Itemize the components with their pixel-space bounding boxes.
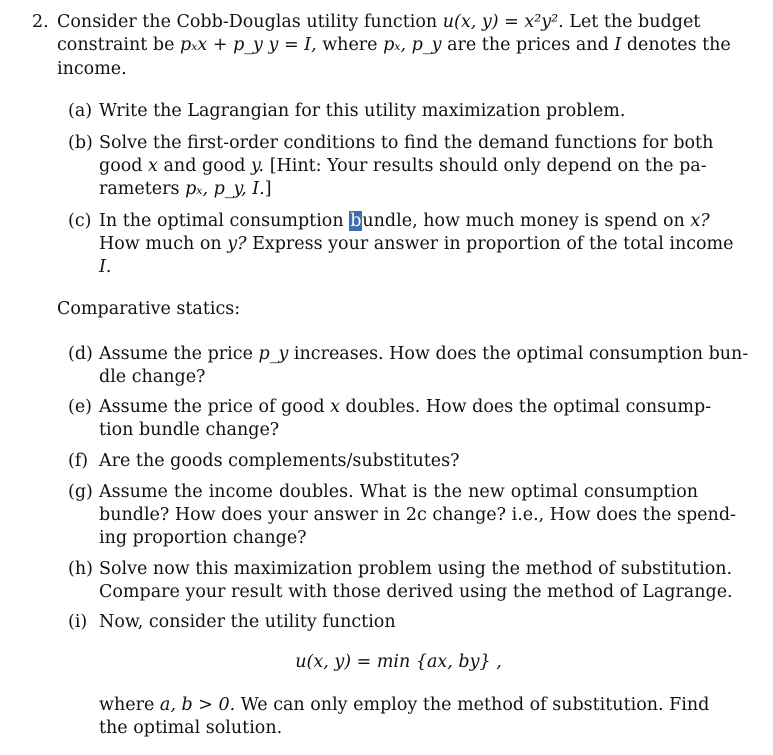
good-y-math: y. xyxy=(251,156,265,176)
parameters-math: pₓ, p_y, I. xyxy=(185,179,265,199)
intro-text: constraint be xyxy=(57,35,181,55)
problem-number: 2. xyxy=(32,12,49,32)
part-b-text: ] xyxy=(264,179,272,199)
part-b-label: (b) xyxy=(68,133,93,153)
part-c-text: Express your answer in proportion of the total income xyxy=(246,234,734,254)
part-d-line-1 xyxy=(99,343,749,365)
problem-intro-line-3: income. xyxy=(57,59,127,79)
price-y-math: p_y xyxy=(258,344,289,364)
part-f-label: (f) xyxy=(68,451,89,471)
part-d-label: (d) xyxy=(68,344,93,364)
part-a-label: (a) xyxy=(68,101,93,121)
part-e-text: doubles. How does the optimal consump- xyxy=(339,397,712,417)
part-d-line-2: dle change? xyxy=(99,367,206,387)
part-g-label: (g) xyxy=(68,482,93,502)
part-d-text: Assume the price xyxy=(99,344,259,364)
part-i-label: (i) xyxy=(68,612,88,632)
part-b-line-2 xyxy=(99,155,707,177)
part-i-text: where xyxy=(99,695,160,715)
part-i-line-4: the optimal solution. xyxy=(99,718,283,738)
part-b-line-3 xyxy=(99,178,272,200)
part-g-line-3: ing proportion change? xyxy=(99,528,307,548)
intro-text: denotes the xyxy=(621,35,731,55)
budget-constraint-math: pₓx + p_y y = I, xyxy=(180,35,317,55)
part-c-line-2 xyxy=(99,233,734,255)
part-f-text: Are the goods complements/substitutes? xyxy=(99,451,460,471)
part-c-text: In the optimal consumption xyxy=(99,211,350,231)
intro-text: are the prices and xyxy=(441,35,615,55)
problem-intro-line-2 xyxy=(57,34,731,56)
intro-text: where xyxy=(316,35,384,55)
part-b-text: [Hint: Your results should only depend on the pa- xyxy=(264,156,707,176)
part-e-text: Assume the price of good xyxy=(99,397,331,417)
part-c-line-3: I. xyxy=(99,257,112,277)
part-b-text: and good xyxy=(157,156,251,176)
part-b-line-1: Solve the first-order conditions to find the demand functions for both xyxy=(99,133,714,153)
y-math: y? xyxy=(227,234,247,254)
part-c-line-1 xyxy=(99,210,710,232)
utility-function-math: u(x, y) = x²y². xyxy=(442,12,564,32)
part-c-text: undle, how much money is spend on xyxy=(362,211,691,231)
part-e-line-1 xyxy=(99,396,712,418)
income-math: I xyxy=(614,35,622,55)
problem-intro-line-1 xyxy=(57,11,701,33)
part-a-text: Write the Lagrangian for this utility maximization problem. xyxy=(99,101,626,121)
part-b-text: rameters xyxy=(99,179,186,199)
intro-text: Let the budget xyxy=(563,12,701,32)
parameters-positive-math: a, b > 0. xyxy=(159,695,236,715)
part-i-text: We can only employ the method of substitution. Find xyxy=(235,695,710,715)
part-g-line-2: bundle? How does your answer in 2c change? i.e., How does the spend- xyxy=(99,505,736,525)
intro-text: Consider the Cobb-Douglas utility function xyxy=(57,12,443,32)
text-cursor-selection[interactable]: b xyxy=(350,211,362,231)
good-x-math: x xyxy=(330,397,340,417)
part-c-text: How much on xyxy=(99,234,228,254)
good-x-math: x xyxy=(148,156,158,176)
x-math: x? xyxy=(690,211,710,231)
part-e-label: (e) xyxy=(68,397,93,417)
part-e-line-2: tion bundle change? xyxy=(99,420,280,440)
part-b-text: good xyxy=(99,156,149,176)
part-g-line-1: Assume the income doubles. What is the new optimal consumption xyxy=(99,482,698,502)
part-h-line-1: Solve now this maximization problem using the method of substitution. xyxy=(99,559,733,579)
prices-math: pₓ, p_y xyxy=(383,35,442,55)
part-c-label: (c) xyxy=(68,211,92,231)
leontief-utility-equation: u(x, y) = min {ax, by} , xyxy=(295,652,502,672)
comparative-statics-heading: Comparative statics: xyxy=(57,299,241,319)
part-h-line-2: Compare your result with those derived using the method of Lagrange. xyxy=(99,582,733,602)
part-d-text: increases. How does the optimal consumption bun- xyxy=(288,344,749,364)
part-h-label: (h) xyxy=(68,559,93,579)
part-i-line-1: Now, consider the utility function xyxy=(99,612,396,632)
part-i-line-3 xyxy=(99,694,710,716)
